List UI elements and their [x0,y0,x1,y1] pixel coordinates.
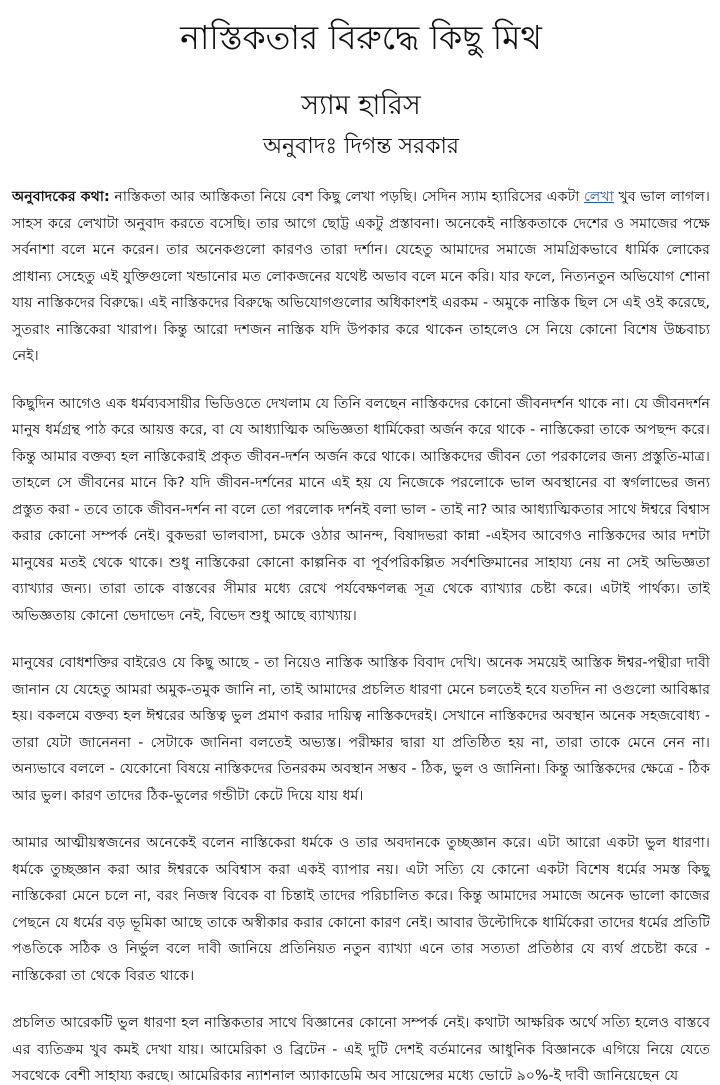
body-paragraph-4: প্রচলিত আরেকটি ভুল ধারণা হল নাস্তিকতার সাথে বিজ্ঞানের কোনো সম্পর্ক নেই। কথাটা আক্ষরিক অর্থে সত্যি হলেও বাস্তবে এর ব্যতিক্রম খুব কমই দেখা যায়। আমেরিকা ও ব্রিটেন - এই দুটি দেশই বর্তমানের আধুনিক বিজ্ঞানকে এগিয়ে নিয়ে যেতে সবথেকে বেশী সাহায্য করছে। আমেরিকার ন্যাশনাল অ্যাকাডেমি অব সায়েন্সের মধ্যে ভোটে ৯০%-ই দাবী জানিয়েছেন যে [12,1015,710,1084]
article-translator: অনুবাদঃ দিগন্ত সরকার [262,134,460,159]
body-paragraph-2: মানুষের বোধশক্তির বাইরেও যে কিছু আছে - তা নিয়েও নাস্তিক আস্তিক বিবাদ দেখি। অনেক সময়েই আস্তিক ঈশ্বর-পন্থীরা দাবী জানান যে যেহেতু আমরা অমুক-তমুক জানি না, তাই আমাদের প্রচলিত ধারণা মেনে চলতেই হবে যতদিন না ওগুলো আবিষ্কার হয়। বকলমে বক্তব্য হল ঈশ্বরের অস্তিত্ব ভুল প্রমাণ করার দায়িত্ব নাস্তিকদেরই। সেখানে নাস্তিকদের অবস্থান অনেক সহজবোধ্য - তারা যেটা জানেননা - সেটাকে জানিনা বলতেই অভ্যস্ত। পরীক্ষার দ্বারা যা প্রতিষ্ঠিত হয় না, তারা তাকে মেনে নেন না। অন্যভাবে বললে - যেকোনো বিষয়ে নাস্তিকদের তিনরকম অবস্থান সম্ভব - ঠিক, ভুল ও জানিনা। কিন্তু আস্তিকদের ক্ষেত্রে - ঠিক আর ভুল। কারণ তাদের ঠিক-ভুলের গন্ডীটা কেটে দিয়ে যায় ধর্ম। [12,655,710,804]
article-title: নাস্তিকতার বিরুদ্ধে কিছু মিথ [180,18,542,57]
translator-note-text-start: নাস্তিকতা আর আস্তিকতা নিয়ে বেশ কিছু লেখা পড়ছি। সেদিন স্যাম হ্যারিসের একটা [109,189,585,205]
translator-note-label: অনুবাদকের কথা: [12,189,110,205]
article-author: স্যাম হারিস [301,90,421,121]
translator-note-paragraph [12,184,710,370]
body-paragraph-1: কিছুদিন আগেও এক ধর্মব্যবসায়ীর ভিডিওতে দেখলাম যে তিনি বলছেন নাস্তিকদের কোনো জীবনদর্শন থাকে না। যে জীবনদর্শন মানুষ ধর্মগ্রন্থ পাঠ করে আয়ত্ত করে, বা যে আধ্যাত্মিক অভিজ্ঞতা ধার্মিকেরা অর্জন করে থাকে - নাস্তিকেরা তাকে অপছন্দ করে। কিন্তু আমার বক্তব্য হল নাস্তিকেরাই প্রকৃত জীবন-দর্শন অর্জন করে থাকে। আস্তিকদের জীবন তো পরকালের জন্য প্রস্তুতি-মাত্র। তাহলে সে জীবনের মানে কি? যদি জীবন-দর্শনের মানে এই হয় যে নিজেকে পরলোকে ভাল অবস্থানের বা স্বর্গলাভের জন্য প্রস্তুত করা - তবে তাকে জীবন-দর্শন না বলে তো পরলোক দর্শনই বলা ভাল - তাই না? আর আধ্যাত্মিকতার সাথে ঈশ্বরে বিশ্বাস করার কোনো সম্পর্ক নেই। বুকভরা ভালবাসা, চমকে ওঠার আনন্দ, বিষাদভরা কান্না -এইসব আবেগও নাস্তিকদের আর দশটা মানুষের মতই থেকে থাকে। শুধু নাস্তিকেরা কোনো কাল্পনিক বা পূর্বপরিকল্পিত সর্বশক্তিমানের সাহায্য নেয় না সেই অভিজ্ঞতা ব্যাখ্যার জন্য। তারা তাকে বাস্তবের সীমার মধ্যে রেখে পর্যবেক্ষণলব্ধ সূত্র থেকে ব্যাখ্যার চেষ্টা করে। এটাই পার্থক্য। তাই অভিজ্ঞতায় কোনো ভেদাভেদ নেই, বিভেদ শুধু আছে ব্যাখ্যায়। [12,395,710,624]
body-paragraph-3: আমার আত্মীয়স্বজনের অনেকেই বলেন নাস্তিকেরা ধর্মকে ও তার অবদানকে তুচ্ছজ্ঞান করে। এটা আরো একটা ভুল ধারণা। ধর্মকে তুচ্ছজ্ঞান করা আর ঈশ্বরকে অবিশ্বাস করা একই ব্যাপার নয়। এটা সত্যি যে কোনো একটা বিশেষ ধর্মের সমস্ত কিছু নাস্তিকেরা মেনে চলে না, বরং নিজস্ব বিবেক বা চিন্তাই তাদের পরিচালিত করে। কিন্তু আমাদের সমাজে অনেক ভালো কাজের পেছনে যে ধর্মের বড় ভূমিকা আছে তাকে অস্বীকার করার কোনো কারণ নেই। আবার উল্টোদিকে ধার্মিকেরা তাদের ধর্মের প্রতিটি পঙতিকে সঠিক ও নির্ভুল বলে দাবী জানিয়ে প্রতিনিয়ত নতুন ব্যাখ্যা এনে তার সত্যতা প্রতিষ্ঠার যে ব্যর্থ প্রচেষ্টা করে - নাস্তিকেরা তা থেকে বিরত থাকে। [12,835,710,984]
article-source-link[interactable]: লেখা [584,189,614,205]
translator-note-text-end: খুব ভাল লাগল। সাহস করে লেখাটা অনুবাদ করতে বসেছি। তার আগে ছোট্ট একটু প্রস্তাবনা। অনেকেই নাস্তিকতাকে দেশের ও সমাজের পক্ষে সর্বনাশা বলে মনে করেন। তার অনেকগুলো কারণও তারা দর্শান। যেহেতু আমাদের সমাজে সামগ্রিকভাবে ধার্মিক লোকের প্রাধান্য সেহেতু এই যুক্তিগুলো খন্ডানোর মত লোকজনের যথেষ্ট অভাব বলে মনে করি। যার ফলে, নিত্যনতুন অভিযোগ শোনা যায় নাস্তিকদের বিরুদ্ধে। এই নাস্তিকদের বিরুদ্ধে অভিযোগগুলোর অধিকাংশই এরকম - অমুকে নাস্তিক ছিল সে এই ওই করেছে, সুতরাং নাস্তিকেরা খারাপ। কিন্তু আরো দশজন নাস্তিক যদি উপকার করে থাকেন তাহলেও সে নিয়ে কোনো বিশেষ উচ্চবাচ্য নেই। [12,189,710,364]
